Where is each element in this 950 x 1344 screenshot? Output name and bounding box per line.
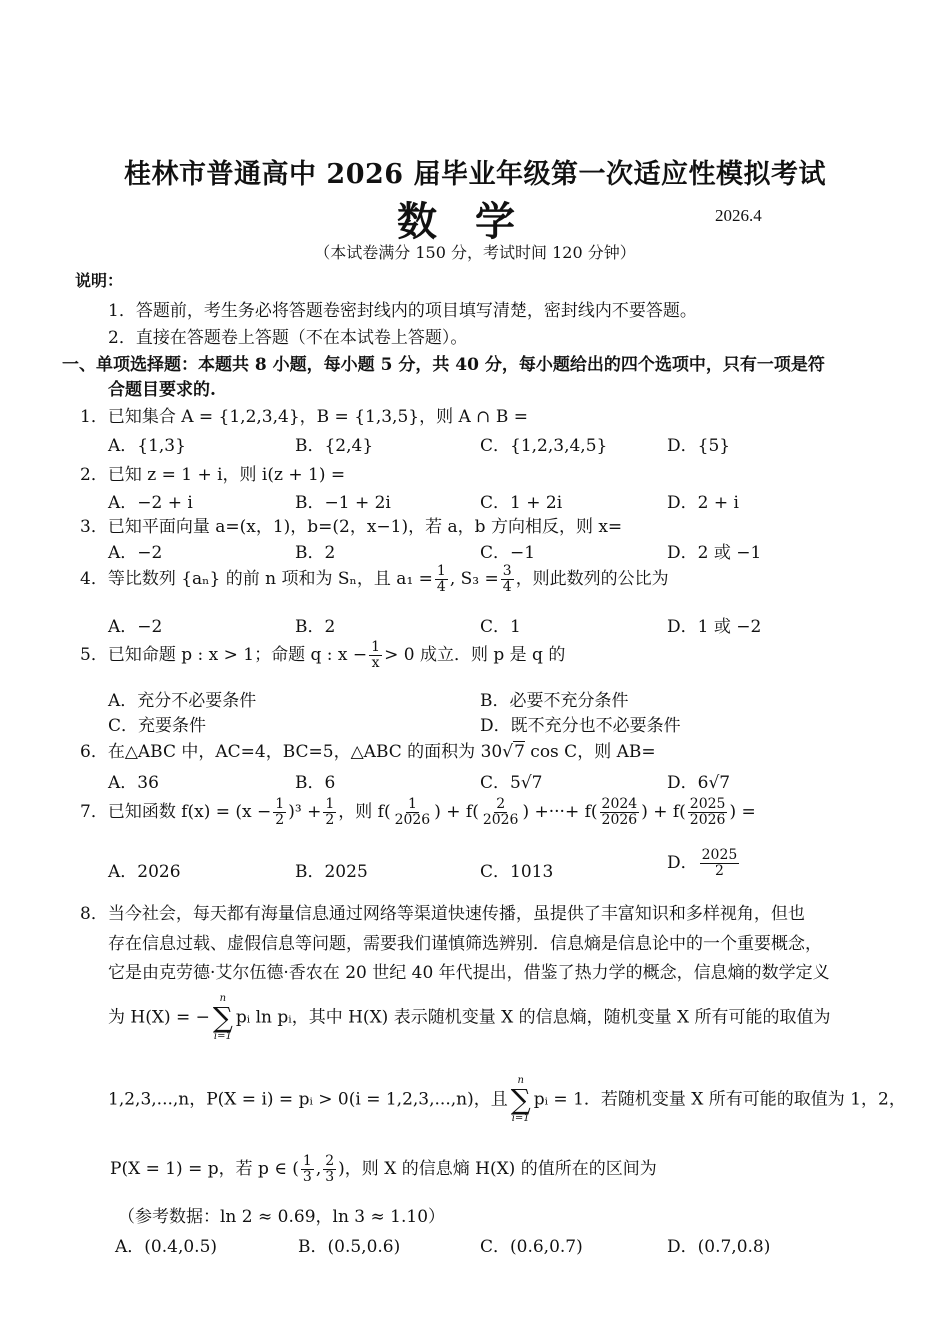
q7-option-b: B．2025 [295, 862, 368, 882]
q8-line6-pre: P(X = 1) = p，若 p ∈ ( [110, 1159, 299, 1179]
q7-stem-mid3: ) + f( [434, 802, 479, 822]
q1-option-b: B．{2,4} [295, 436, 374, 456]
q3-option-d: D．2 或 −1 [667, 543, 762, 563]
q7-option-d-frac: $\frac{2025}{2}$ [701, 847, 738, 879]
q7-stem-mid4: ) +···+ f( [522, 802, 598, 822]
q1-option-d: D．{5} [667, 436, 731, 456]
q2-option-d: D．2 + i [667, 493, 739, 513]
q4-option-a: A．−2 [108, 617, 163, 637]
q7-frac-c: $\frac{2024}{2026}$ [601, 796, 638, 828]
exam-date: 2026.4 [715, 206, 762, 225]
q8-line5-pre: 1,2,3,...,n，P(X = i) = pᵢ > 0(i = 1,2,3,...,n)，且 [108, 1089, 508, 1110]
instructions-label: 说明： [75, 271, 124, 290]
q5-stem-post: > 0 成立．则 p 是 q 的 [384, 645, 566, 665]
q7-stem-pre: 7．已知函数 f(x) = (x − [80, 802, 272, 822]
question-4-stem [80, 564, 669, 595]
question-8-reference: （参考数据：ln 2 ≈ 0.69，ln 3 ≈ 1.10） [118, 1207, 446, 1227]
question-8-line2: 存在信息过载、虚假信息等问题，需要我们谨慎筛选辨别．信息熵是信息论中的一个重要概念， [108, 934, 822, 954]
q4-stem-post: ，则此数列的公比为 [515, 569, 669, 589]
q4-option-c: C．1 [480, 617, 521, 637]
q3-option-c: C．−1 [480, 543, 536, 563]
q8-option-b: B．(0.5,0.6) [298, 1237, 401, 1257]
q7-stem-mid2: ，则 f( [338, 802, 391, 822]
q8-sum-symbol-2: n ∑ i=1 [510, 1075, 531, 1124]
q4-fraction-a1: $\frac{1}{4}$ [436, 563, 446, 595]
q7-option-c: C．1013 [480, 862, 554, 882]
q5-option-d: D．既不充分也不必要条件 [480, 716, 681, 736]
q7-option-d: D． $\frac{2025}{2}$ [667, 847, 738, 879]
q5-option-b: B．必要不充分条件 [480, 691, 629, 711]
question-7-stem [80, 797, 756, 828]
question-8-line4 [108, 994, 831, 1042]
q8-sum-symbol-1: n ∑ i=1 [212, 993, 233, 1042]
q6-stem-pre: 6．在△ABC 中，AC=4，BC=5，△ABC 的面积为 30 [80, 742, 503, 762]
q5-fraction: $\frac{1}{x}$ [371, 639, 381, 671]
q2-option-b: B．−1 + 2i [295, 493, 391, 513]
q8-option-d: D．(0.7,0.8) [667, 1237, 771, 1257]
question-5-stem [80, 640, 565, 671]
q8-frac-two-thirds: $\frac{2}{3}$ [325, 1153, 335, 1185]
question-2-stem: 2．已知 z = 1 + i，则 i(z + 1) = [80, 465, 346, 485]
q3-option-a: A．−2 [108, 543, 163, 563]
q7-stem-mid1: )³ + [288, 802, 322, 822]
q5-option-a: A．充分不必要条件 [108, 691, 257, 711]
q6-stem-post: cos C，则 AB= [530, 742, 656, 762]
q8-option-a: A．(0.4,0.5) [115, 1237, 218, 1257]
q8-frac-one-third: $\frac{1}{3}$ [302, 1153, 312, 1185]
section-heading: 一、单项选择题：本题共 8 小题，每小题 5 分，共 40 分，每小题给出的四个选项中，只有一项是符 [62, 355, 825, 375]
q1-option-a: A．{1,3} [108, 436, 186, 456]
question-8-line3: 它是由克劳德·艾尔伍德·香农在 20 世纪 40 年代提出，借鉴了热力学的概念，信息熵的数学定义 [108, 963, 830, 983]
q5-option-c: C．充要条件 [108, 716, 207, 736]
question-8-line6: P(X = 1) = p，若 p ∈ ( $\frac{1}{3}$ , $\frac{2}{3}$ )，则 X 的信息熵 H(X) 的值所在的区间为 [110, 1153, 657, 1185]
instruction-item-1: 1．答题前，考生务必将答题卷密封线内的项目填写清楚，密封线内不要答题。 [108, 301, 697, 321]
q2-option-c: C．1 + 2i [480, 493, 563, 513]
q8-line5-post: pᵢ = 1．若随机变量 X 所有可能的取值为 1，2， [533, 1089, 906, 1110]
q4-option-b: B．2 [295, 617, 336, 637]
q4-stem-mid: , S₃ = [449, 569, 499, 589]
q6-sqrt: 7 [514, 742, 525, 762]
q8-line6-post: )，则 X 的信息熵 H(X) 的值所在的区间为 [338, 1159, 657, 1179]
question-3-stem: 3．已知平面向量 a=(x，1)，b=(2，x−1)，若 a，b 方向相反，则 x= [80, 517, 623, 537]
q6-option-b: B．6 [295, 773, 336, 793]
exam-note: （本试卷满分 150 分，考试时间 120 分钟） [314, 243, 636, 262]
q7-stem-post: ) = [729, 802, 756, 822]
question-8-line1: 8．当今社会，每天都有海量信息通过网络等渠道快速传播，虽提供了丰富知识和多样视角，但也 [80, 904, 805, 924]
q4-stem-pre: 4．等比数列 {aₙ} 的前 n 项和为 Sₙ，且 a₁ = [80, 569, 433, 589]
q7-stem-mid5: ) + f( [641, 802, 686, 822]
section-heading-cont: 合题目要求的. [108, 380, 216, 400]
q4-option-d: D．1 或 −2 [667, 617, 762, 637]
q2-option-a: A．−2 + i [108, 493, 193, 513]
question-8-line5 [108, 1076, 906, 1124]
q1-option-c: C．{1,2,3,4,5} [480, 436, 608, 456]
q6-option-a: A．36 [108, 773, 159, 793]
q7-frac-1: $\frac{1}{2}$ [275, 796, 285, 828]
q7-frac-d: $\frac{2025}{2026}$ [689, 796, 726, 828]
q3-option-b: B．2 [295, 543, 336, 563]
instruction-item-2: 2．直接在答题卷上答题（不在本试卷上答题）。 [108, 328, 468, 348]
q7-frac-2: $\frac{1}{2}$ [325, 796, 335, 828]
q7-frac-a: $\frac{1}{2026}$ [394, 796, 431, 828]
q5-stem-pre: 5．已知命题 p : x > 1；命题 q : x − [80, 645, 368, 665]
q7-option-a: A．2026 [108, 862, 181, 882]
q7-frac-b: $\frac{2}{2026}$ [482, 796, 519, 828]
q8-option-c: C．(0.6,0.7) [480, 1237, 583, 1257]
q8-line4-post: pᵢ ln pᵢ，其中 H(X) 表示随机变量 X 的信息熵，随机变量 X 所有可能的取值为 [235, 1007, 831, 1028]
q4-fraction-s3: $\frac{3}{4}$ [502, 563, 512, 595]
q6-option-d: D．6√7 [667, 773, 731, 793]
q8-line4-pre: 为 H(X) = − [108, 1007, 210, 1028]
question-1-stem: 1．已知集合 A = {1,2,3,4}，B = {1,3,5}，则 A ∩ B = [80, 407, 528, 427]
q6-option-c: C．5√7 [480, 773, 543, 793]
exam-title: 桂林市普通高中 2026 届毕业年级第一次适应性模拟考试 [124, 159, 826, 190]
subject-title: 数学 [397, 198, 553, 245]
question-6-stem: 6．在△ABC 中，AC=4，BC=5，△ABC 的面积为 30√7 cos C，则 AB= [80, 742, 656, 762]
